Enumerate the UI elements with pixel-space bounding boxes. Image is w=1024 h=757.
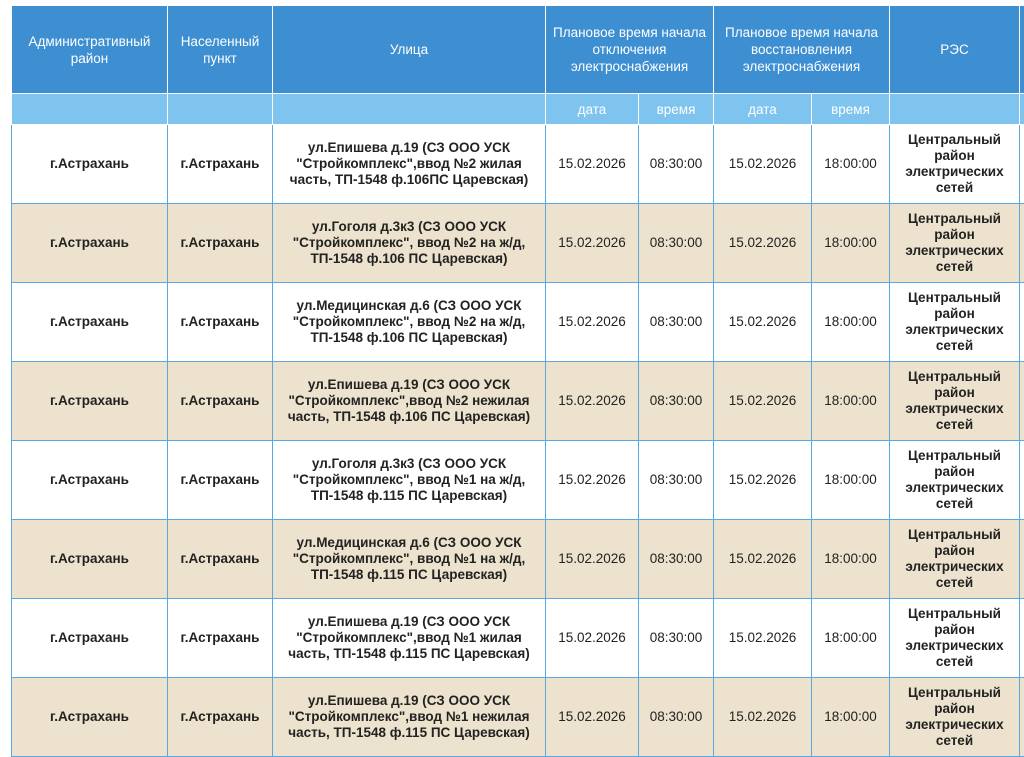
cell-res: Центральный район электрических сетей (890, 125, 1020, 204)
cell-extra (1020, 125, 1024, 204)
cell-extra (1020, 599, 1024, 678)
subheader-row (12, 94, 1024, 125)
cell-off-time: 08:30:00 (639, 283, 714, 362)
subheader-blank (1020, 94, 1024, 125)
table-row (12, 599, 1024, 678)
table-body (12, 125, 1024, 757)
outage-table (11, 5, 1024, 757)
cell-street: ул.Медицинская д.6 (СЗ ООО УСК "Стройкомплекс", ввод №1 на ж/д, ТП-1548 ф.115 ПС Царевская) (273, 520, 546, 599)
cell-restore-date: 15.02.2026 (714, 520, 812, 599)
cell-street: ул.Епишева д.19 (СЗ ООО УСК "Стройкомплекс",ввод №2 жилая часть, ТП-1548 ф.106ПС Царевская) (273, 125, 546, 204)
cell-restore-date: 15.02.2026 (714, 362, 812, 441)
header-row (12, 6, 1024, 94)
outage-schedule (11, 5, 1024, 757)
cell-extra (1020, 283, 1024, 362)
cell-res: Центральный район электрических сетей (890, 441, 1020, 520)
cell-district: г.Астрахань (12, 441, 168, 520)
subheader-restore-time: время (812, 94, 890, 125)
cell-restore-time: 18:00:00 (812, 441, 890, 520)
cell-settlement: г.Астрахань (168, 599, 273, 678)
cell-res: Центральный район электрических сетей (890, 362, 1020, 441)
cell-off-date: 15.02.2026 (546, 441, 639, 520)
subheader-blank (12, 94, 168, 125)
cell-res: Центральный район электрических сетей (890, 599, 1020, 678)
table-row (12, 283, 1024, 362)
cell-off-date: 15.02.2026 (546, 125, 639, 204)
cell-settlement: г.Астрахань (168, 125, 273, 204)
cell-off-date: 15.02.2026 (546, 204, 639, 283)
subheader-blank (273, 94, 546, 125)
header-off-time: Плановое время начала отключения электроснабжения (546, 6, 714, 94)
header-res: РЭС (890, 6, 1020, 94)
cell-off-date: 15.02.2026 (546, 678, 639, 757)
cell-restore-time: 18:00:00 (812, 204, 890, 283)
cell-off-time: 08:30:00 (639, 362, 714, 441)
cell-off-time: 08:30:00 (639, 125, 714, 204)
table-row (12, 362, 1024, 441)
cell-street: ул.Епишева д.19 (СЗ ООО УСК "Стройкомплекс",ввод №1 жилая часть, ТП-1548 ф.115 ПС Царевская) (273, 599, 546, 678)
cell-settlement: г.Астрахань (168, 204, 273, 283)
cell-settlement: г.Астрахань (168, 520, 273, 599)
cell-res: Центральный район электрических сетей (890, 678, 1020, 757)
cell-extra (1020, 362, 1024, 441)
header-street: Улица (273, 6, 546, 94)
cell-restore-date: 15.02.2026 (714, 125, 812, 204)
header-settlement: Населенный пункт (168, 6, 273, 94)
cell-settlement: г.Астрахань (168, 283, 273, 362)
cell-street: ул.Гоголя д.3к3 (СЗ ООО УСК "Стройкомплекс", ввод №1 на ж/д, ТП-1548 ф.115 ПС Царевская) (273, 441, 546, 520)
cell-district: г.Астрахань (12, 204, 168, 283)
table-row (12, 125, 1024, 204)
cell-restore-date: 15.02.2026 (714, 283, 812, 362)
cell-street: ул.Епишева д.19 (СЗ ООО УСК "Стройкомплекс",ввод №1 нежилая часть, ТП-1548 ф.115 ПС Царевская) (273, 678, 546, 757)
subheader-off-date: дата (546, 94, 639, 125)
subheader-off-time: время (639, 94, 714, 125)
table-header (12, 6, 1024, 125)
header-restore-time: Плановое время начала восстановления электроснабжения (714, 6, 890, 94)
cell-restore-time: 18:00:00 (812, 678, 890, 757)
cell-district: г.Астрахань (12, 520, 168, 599)
cell-district: г.Астрахань (12, 678, 168, 757)
header-district: Административный район (12, 6, 168, 94)
cell-restore-time: 18:00:00 (812, 599, 890, 678)
cell-street: ул.Епишева д.19 (СЗ ООО УСК "Стройкомплекс",ввод №2 нежилая часть, ТП-1548 ф.106 ПС Царевская) (273, 362, 546, 441)
cell-off-time: 08:30:00 (639, 678, 714, 757)
subheader-restore-date: дата (714, 94, 812, 125)
cell-restore-time: 18:00:00 (812, 362, 890, 441)
cell-extra (1020, 441, 1024, 520)
cell-restore-time: 18:00:00 (812, 520, 890, 599)
cell-restore-date: 15.02.2026 (714, 441, 812, 520)
cell-off-time: 08:30:00 (639, 599, 714, 678)
cell-settlement: г.Астрахань (168, 678, 273, 757)
table-row (12, 678, 1024, 757)
cell-district: г.Астрахань (12, 599, 168, 678)
cell-district: г.Астрахань (12, 283, 168, 362)
cell-restore-date: 15.02.2026 (714, 204, 812, 283)
cell-street: ул.Гоголя д.3к3 (СЗ ООО УСК "Стройкомплекс", ввод №2 на ж/д, ТП-1548 ф.106 ПС Царевская) (273, 204, 546, 283)
cell-off-time: 08:30:00 (639, 520, 714, 599)
cell-off-date: 15.02.2026 (546, 599, 639, 678)
cell-restore-date: 15.02.2026 (714, 599, 812, 678)
cell-extra (1020, 520, 1024, 599)
cell-extra (1020, 678, 1024, 757)
cell-off-date: 15.02.2026 (546, 283, 639, 362)
cell-res: Центральный район электрических сетей (890, 204, 1020, 283)
cell-off-date: 15.02.2026 (546, 362, 639, 441)
table-row (12, 441, 1024, 520)
cell-extra (1020, 204, 1024, 283)
cell-restore-time: 18:00:00 (812, 283, 890, 362)
cell-restore-date: 15.02.2026 (714, 678, 812, 757)
cell-res: Центральный район электрических сетей (890, 520, 1020, 599)
cell-restore-time: 18:00:00 (812, 125, 890, 204)
cell-off-date: 15.02.2026 (546, 520, 639, 599)
cell-off-time: 08:30:00 (639, 204, 714, 283)
cell-street: ул.Медицинская д.6 (СЗ ООО УСК "Стройкомплекс", ввод №2 на ж/д, ТП-1548 ф.106 ПС Царевская) (273, 283, 546, 362)
subheader-blank (168, 94, 273, 125)
table-row (12, 520, 1024, 599)
cell-settlement: г.Астрахань (168, 362, 273, 441)
cell-district: г.Астрахань (12, 125, 168, 204)
table-row (12, 204, 1024, 283)
cell-res: Центральный район электрических сетей (890, 283, 1020, 362)
subheader-blank (890, 94, 1020, 125)
header-extra (1020, 6, 1024, 94)
cell-district: г.Астрахань (12, 362, 168, 441)
cell-off-time: 08:30:00 (639, 441, 714, 520)
cell-settlement: г.Астрахань (168, 441, 273, 520)
